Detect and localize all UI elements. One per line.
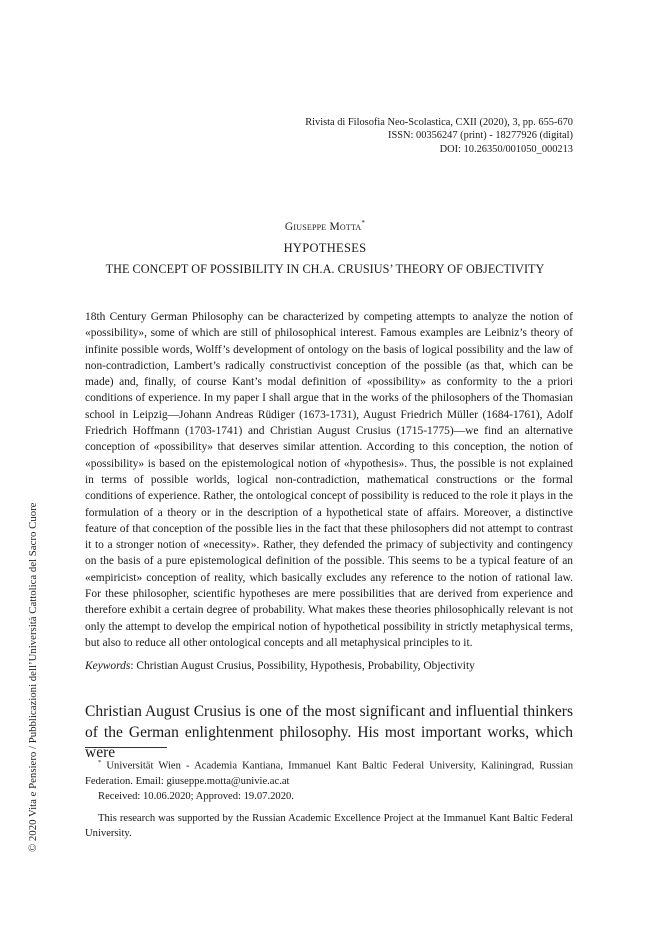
- issn-line: ISSN: 00356247 (print) - 18277926 (digital): [388, 130, 573, 142]
- copyright-side-note: © 2020 Vita e Pensiero / Pubblicazioni dell’Università Cattolica del Sacro Cuore: [27, 502, 39, 852]
- journal-citation: Rivista di Filosofia Neo-Scolastica, CXII (2020), 3, pp. 655-670: [305, 117, 573, 128]
- footnote-mark: *: [98, 759, 102, 766]
- author-line: [0, 219, 650, 233]
- doi-line: DOI: 10.26350/001050_000213: [439, 143, 573, 155]
- footnote-affiliation-block: [85, 755, 573, 789]
- journal-header: [153, 116, 573, 156]
- footnote-received: Received: 10.06.2020; Approved: 19.07.2020.: [98, 790, 294, 802]
- footnote-affiliation: Universität Wien - Academia Kantiana, Immanuel Kant Baltic Federal University, Kaliningrad, Russian Federation. Email: giuseppe.motta@univie.ac.at: [85, 760, 573, 787]
- footnote-divider: [85, 747, 167, 748]
- footnote: [85, 755, 573, 841]
- footnote-funding: This research was supported by the Russian Academic Excellence Project at the Immanuel Kant Baltic Federal University.: [85, 812, 573, 839]
- keywords-label: Keywords: [85, 660, 131, 672]
- body-paragraph: Christian August Crusius is one of the most significant and influential thinkers of the German enlightenment philosophy. His most important works, which were: [85, 703, 573, 761]
- keywords-line: Keywords: Christian August Crusius, Possibility, Hypothesis, Probability, Objectivity: [85, 660, 475, 672]
- author-footnote-mark: *: [361, 219, 366, 227]
- abstract: 18th Century German Philosophy can be characterized by competing attempts to analyze the notion of «possibility», some of which are still of philosophical interest. Famous examples are Leibniz’s theory of infinite possible words, Wolff’s development of ontology on the basis of logical possibility and the law of non-contradiction, Lambert’s radically constructivist conception of the possible (as that, which can be made) and, finally, of course Kant’s modal definition of «possibility» as conformity to the a priori conditions of experience. In my paper I shall argue that in the works of the philosophers of the Thomasian school in Leipzig—Johann Andreas Rüdiger (1673-1731), August Friedrich Müller (1684-1761), Adolf Friedrich Hoffmann (1703-1741) and Christian August Crusius (1715-1775)—we find an alternative conception of «possibility» that deserves similar attention. According to this conception, the notion of «possibility» is based on the epistemological notion of «hypothesis». Thus, the possible is not explained in terms of possible worlds, logical non-contradiction, mathematical constructions or the formal conditions of experience. Rather, the ontological concept of possibility is reduced to the role it plays in the formulation of a theory or in the description of a hypothetical state of affairs. Moreover, a distinctive feature of that conception of the possible lies in the fact that these philosophers did not attempt to contrast it to a stronger notion of «necessity». Rather, they defended the primacy of subjectivity and contingency on the basis of a pure epistemological definition of the possible. This seems to be a typical feature of an «empiricist» conception of reality, which basically excludes any reference to the notion of rational law. For these philosopher, scientific hypotheses are mere possibilities that are derived from experience and therefore exhibit a certain degree of probability. What makes these theories philosophically relevant is not only the attempt to develop the empirical notion of hypothetical possibility in strictly metaphysical terms, but also to reduce all other ontological concepts and all metaphysical principles to it.: [85, 311, 573, 649]
- author-name: Giuseppe Motta: [284, 220, 362, 233]
- article-subtitle: THE CONCEPT OF POSSIBILITY IN CH.A. CRUSIUS’ THEORY OF OBJECTIVITY: [105, 262, 545, 276]
- keywords-values: Christian August Crusius, Possibility, Hypothesis, Probability, Objectivity: [136, 660, 475, 672]
- article-title: HYPOTHESES: [283, 241, 367, 255]
